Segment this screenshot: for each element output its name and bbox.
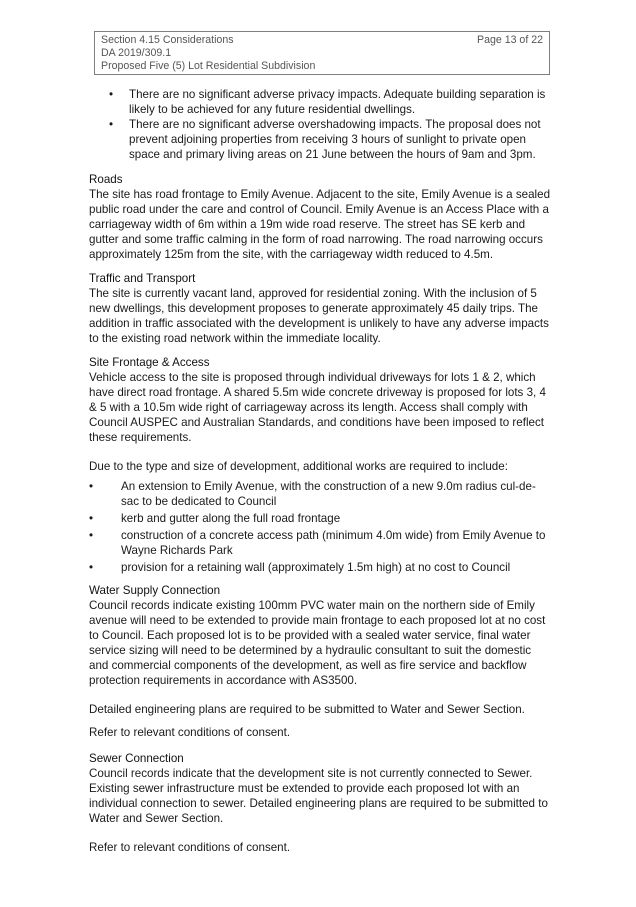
list-item-text: There are no significant adverse overshadowing impacts. The proposal does not prevent adjoining properties from receiving 3 hours of sunlight to private open space and primary living areas on 21 June between the hours of 9am and 3pm. — [129, 118, 541, 161]
water-plans-text: Detailed engineering plans are required to be submitted to Water and Sewer Section. — [89, 703, 525, 716]
header-proposal-title: Proposed Five (5) Lot Residential Subdivision — [101, 60, 316, 72]
list-item — [89, 511, 551, 526]
traffic-section — [89, 271, 551, 346]
works-bullet-list — [89, 479, 551, 575]
sewer-heading: Sewer Connection — [89, 752, 184, 765]
list-item-text: kerb and gutter along the full road frontage — [121, 512, 341, 525]
roads-section — [89, 172, 551, 262]
list-item — [89, 117, 551, 162]
page-header — [94, 31, 550, 75]
frontage-section — [89, 355, 551, 575]
header-da-number: DA 2019/309.1 — [101, 47, 172, 59]
bullet-icon: • — [89, 561, 94, 574]
frontage-heading: Site Frontage & Access — [89, 356, 210, 369]
sewer-section — [89, 751, 551, 855]
water-refer-text: Refer to relevant conditions of consent. — [89, 726, 291, 739]
bullet-icon: • — [109, 88, 114, 101]
list-item-text: provision for a retaining wall (approximately 1.5m high) at no cost to Council — [121, 561, 511, 574]
bullet-icon: • — [89, 512, 94, 525]
water-text: Council records indicate existing 100mm PVC water main on the northern side of Emily avenue will need to be extended to provide main frontage to each proposed lot at no cost to Council. Each proposed lot is to be provided with a sealed water service, final water service sizing will need to be determined by a hydraulic consultant to suit the domestic and commercial components of the development, as well as fire service and backflow protection requirements in accordance with AS3500. — [89, 599, 546, 687]
water-section — [89, 583, 551, 740]
traffic-heading: Traffic and Transport — [89, 272, 196, 285]
list-item-text: construction of a concrete access path (minimum 4.0m wide) from Emily Avenue to Wayne Richards Park — [121, 529, 546, 557]
list-item — [89, 479, 551, 509]
header-section-title: Section 4.15 Considerations — [101, 34, 234, 46]
sewer-text: Council records indicate that the development site is not currently connected to Sewer. Existing sewer infrastructure must be extended to provide each proposed lot with an individual connection to sewer. Detailed engineering plans are required to be submitted to Water and Sewer Section. — [89, 767, 548, 825]
list-item — [89, 87, 551, 117]
bullet-icon: • — [89, 529, 94, 542]
list-item — [89, 560, 551, 575]
list-item — [89, 528, 551, 558]
works-intro: Due to the type and size of development, additional works are required to include: — [89, 460, 508, 473]
traffic-text: The site is currently vacant land, approved for residential zoning. With the inclusion of 5 new dwellings, this development proposes to generate approximately 45 daily trips. The addition in traffic associated with the development is unlikely to have any adverse impacts to the existing road network within the immediate locality. — [89, 287, 549, 345]
page-number: Page 13 of 22 — [477, 34, 543, 46]
list-item-text: There are no significant adverse privacy impacts. Adequate building separation is likely to be achieved for any future residential dwellings. — [129, 88, 546, 116]
amenity-bullet-list — [89, 87, 551, 162]
bullet-icon: • — [89, 480, 94, 493]
list-item-text: An extension to Emily Avenue, with the construction of a new 9.0m radius cul-de-sac to be dedicated to Council — [121, 480, 536, 508]
sewer-refer-text: Refer to relevant conditions of consent. — [89, 841, 291, 854]
roads-heading: Roads — [89, 173, 123, 186]
document-body — [89, 87, 551, 855]
bullet-icon: • — [109, 118, 114, 131]
frontage-text: Vehicle access to the site is proposed through individual driveways for lots 1 & 2, which have direct road frontage. A shared 5.5m wide concrete driveway is proposed for lots 3, 4 & 5 with a 10.5m wide right of carriageway across its length. Access shall comply with Council AUSPEC and Australian Standards, and conditions have been imposed to reflect these requirements. — [89, 371, 546, 444]
roads-text: The site has road frontage to Emily Avenue. Adjacent to the site, Emily Avenue is a sealed public road under the care and control of Council. Emily Avenue is an Access Place with a carriageway width of 6m within a 19m wide road reserve. The street has SE kerb and gutter and some traffic calming in the form of road narrowing. The road narrowing occurs approximately 125m from the site, with the carriageway width reduced to 4.5m. — [89, 188, 551, 261]
water-heading: Water Supply Connection — [89, 584, 221, 597]
